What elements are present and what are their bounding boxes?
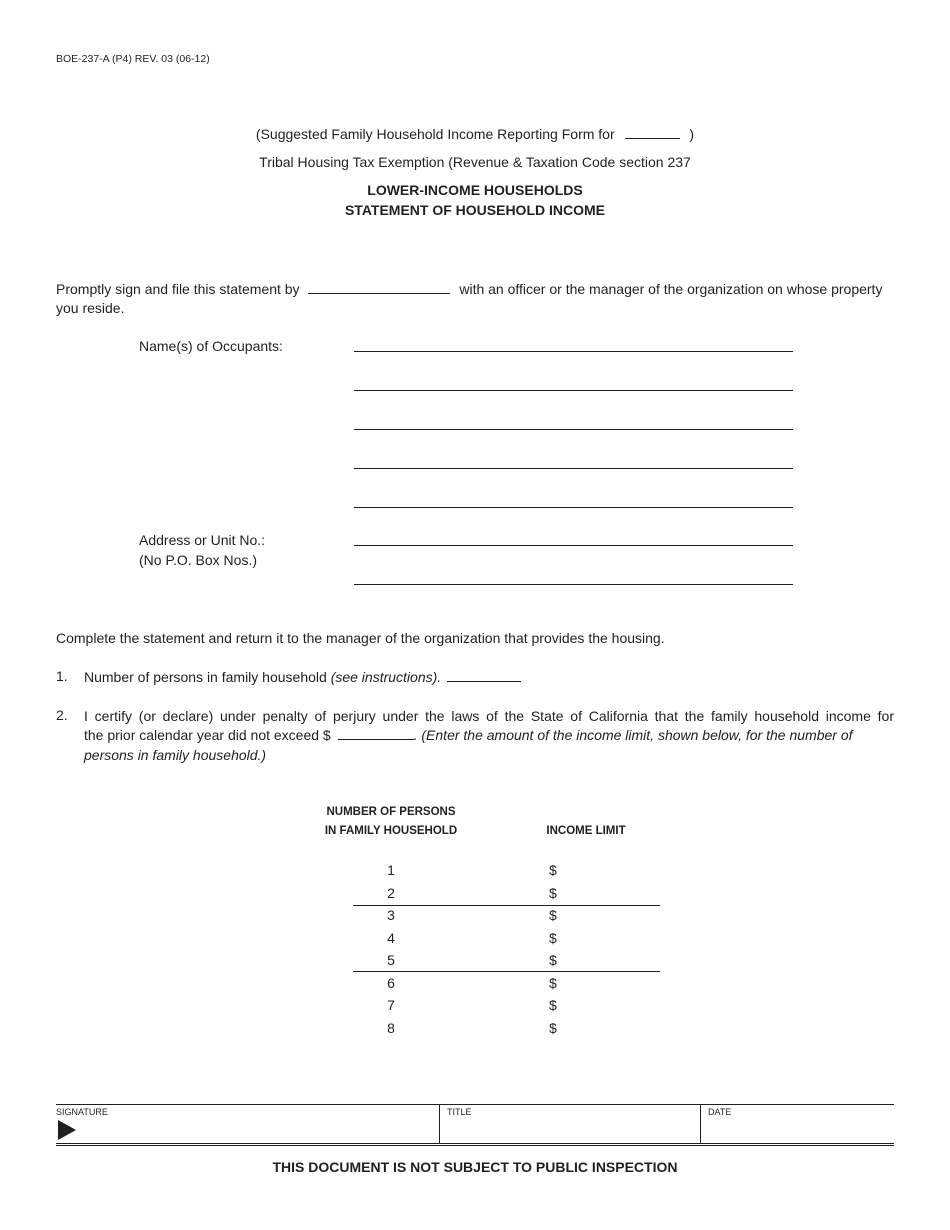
table-persons-3: 3 (387, 907, 395, 923)
occupant-line-4[interactable] (354, 468, 793, 469)
address-line-2[interactable] (354, 584, 793, 585)
signature-double-rule (56, 1145, 894, 1146)
title-label: TITLE (447, 1107, 472, 1117)
table-header-persons-line-2: IN FAMILY HOUSEHOLD (324, 825, 458, 837)
table-divider-1 (353, 905, 660, 906)
date-field[interactable] (700, 1105, 895, 1143)
table-persons-1: 1 (387, 862, 395, 878)
public-inspection-notice: THIS DOCUMENT IS NOT SUBJECT TO PUBLIC INSPECTION (272, 1159, 678, 1175)
item-2-line-2 (84, 726, 894, 745)
table-currency-6: $ (549, 975, 557, 991)
item-1-italic: (see instructions). (330, 669, 442, 685)
occupant-line-5[interactable] (354, 507, 793, 508)
title-line-2: STATEMENT OF HOUSEHOLD INCOME (344, 202, 606, 218)
income-limit-blank[interactable] (338, 727, 414, 740)
item-1 (84, 668, 521, 687)
date-label: DATE (708, 1107, 732, 1117)
signature-field[interactable] (56, 1105, 439, 1143)
sign-pre: Promptly sign and file this statement by (56, 281, 300, 297)
table-persons-8: 8 (387, 1020, 395, 1036)
header-line-1-post: ) (689, 126, 695, 142)
item-2-line-3: persons in family household.) (84, 747, 267, 763)
header-line-1 (0, 126, 950, 142)
item-1-text: Number of persons in family household (84, 669, 327, 685)
play-arrow-icon (58, 1120, 76, 1140)
signature-block (56, 1104, 894, 1144)
occupant-line-2[interactable] (354, 390, 793, 391)
table-persons-2: 2 (387, 885, 395, 901)
table-divider-2 (353, 971, 660, 972)
address-label: Address or Unit No.: (139, 532, 266, 548)
sign-post: with an officer or the manager of the organization on whose property (459, 281, 883, 297)
sign-instruction (56, 280, 894, 299)
occupants-label: Name(s) of Occupants: (139, 338, 283, 354)
header-line-1-pre: (Suggested Family Household Income Reporting Form for (255, 126, 615, 142)
title-line-1: LOWER-INCOME HOUSEHOLDS (367, 182, 583, 198)
item-1-number: 1. (56, 668, 68, 684)
table-currency-8: $ (549, 1020, 557, 1036)
statement-intro: Complete the statement and return it to the manager of the organization that provides the housing. (56, 630, 665, 646)
item-2-line-1: I certify (or declare) under penalty of perjury under the laws of the State of California that the family household income for (84, 708, 894, 724)
table-currency-4: $ (549, 930, 557, 946)
table-currency-3: $ (549, 907, 557, 923)
table-currency-5: $ (549, 952, 557, 968)
item-2-number: 2. (56, 707, 68, 723)
sign-continuation: you reside. (56, 300, 125, 316)
table-currency-1: $ (549, 862, 557, 878)
form-id: BOE-237-A (P4) REV. 03 (06-12) (56, 53, 210, 65)
signature-label: SIGNATURE (56, 1107, 108, 1117)
address-note: (No P.O. Box Nos.) (139, 552, 258, 568)
table-header-income-limit: INCOME LIMIT (546, 825, 626, 837)
occupant-line-3[interactable] (354, 429, 793, 430)
item-2-line-2-italic: . (Enter the amount of the income limit, shown below, for the number of (413, 727, 853, 743)
table-currency-2: $ (549, 885, 557, 901)
form-for-blank[interactable] (625, 126, 680, 139)
header-line-2: Tribal Housing Tax Exemption (Revenue & Taxation Code section 237 (259, 154, 691, 170)
table-persons-7: 7 (387, 997, 395, 1013)
occupant-line-1[interactable] (354, 351, 793, 352)
file-by-date-blank[interactable] (308, 281, 450, 294)
table-header-persons-line-1: NUMBER OF PERSONS (326, 806, 456, 818)
persons-count-blank[interactable] (447, 669, 521, 682)
item-2-line-2-pre: the prior calendar year did not exceed $ (84, 727, 331, 743)
table-persons-4: 4 (387, 930, 395, 946)
table-currency-7: $ (549, 997, 557, 1013)
address-line-1[interactable] (354, 545, 793, 546)
table-persons-5: 5 (387, 952, 395, 968)
title-field[interactable] (439, 1105, 701, 1143)
table-persons-6: 6 (387, 975, 395, 991)
